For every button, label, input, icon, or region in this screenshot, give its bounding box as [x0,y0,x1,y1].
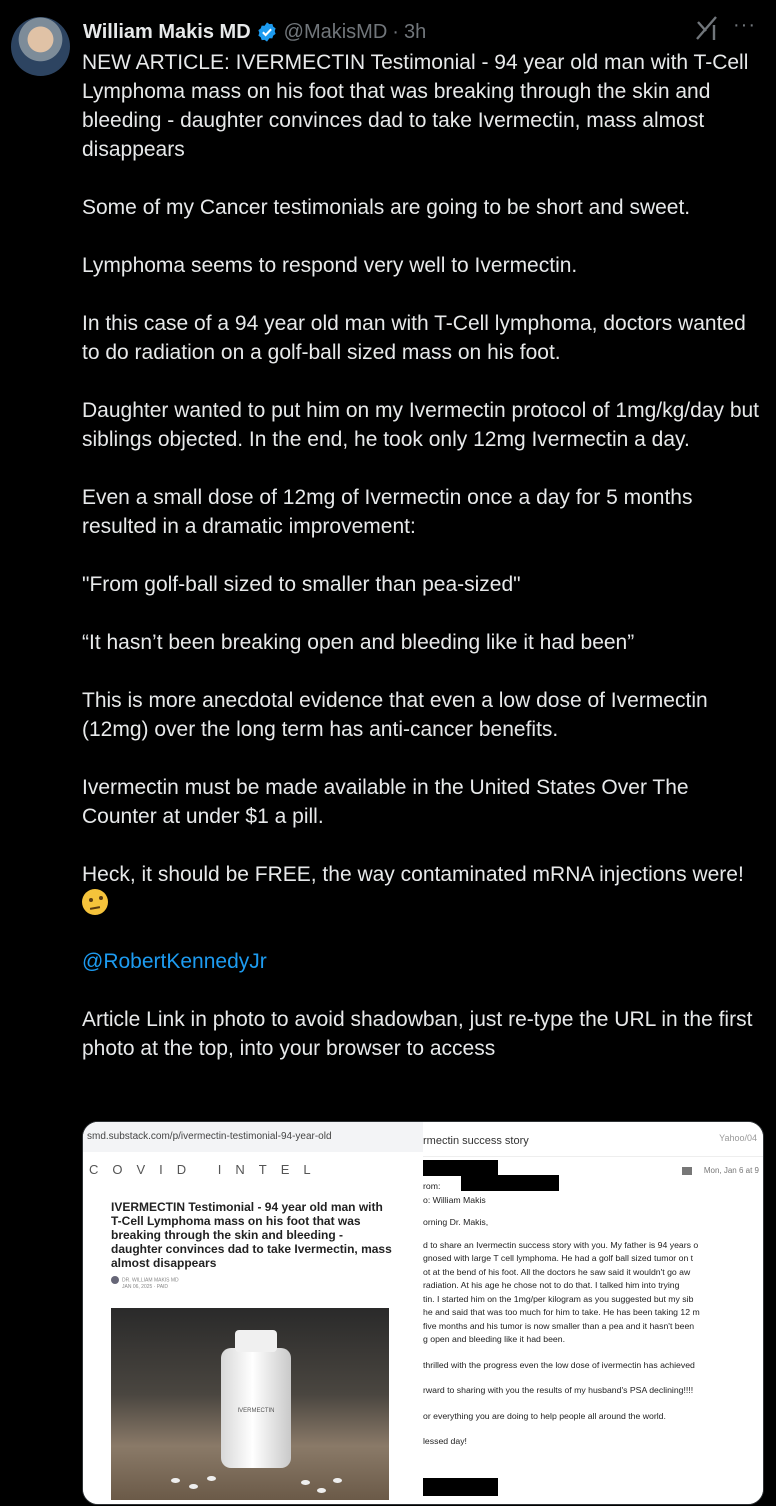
email-body [423,1180,763,1449]
browser-url: smd.substack.com/p/ivermectin-testimonial-94-year-old [83,1122,425,1152]
grok-icon[interactable] [694,15,720,41]
tweet-paragraph-last-line [82,860,768,918]
email-line [423,1423,763,1435]
tweet-header [83,17,426,47]
site-name: COVID INTEL [89,1161,325,1177]
tweet-media[interactable] [82,1121,764,1505]
tweet-paragraph: “It hasn’t been breaking open and bleeding like it had been” [82,631,635,654]
bottle-label: IVERMECTIN [237,1408,275,1414]
site-header [83,1158,421,1180]
email-line: rom: [423,1181,441,1191]
byline-date: JAN 06, 2025 · PAID [122,1284,169,1290]
mention-link[interactable]: @RobertKennedyJr [82,950,267,973]
tweet-paragraph: Daughter wanted to put him on my Ivermectin protocol of 1mg/kg/day but siblings objected. In the end, he took only 12mg Ivermectin a day. [82,399,760,451]
email-line: ot at the bend of his foot. All the doctors he saw said it wouldn't go aw [423,1266,691,1277]
email-line [423,1372,763,1384]
email-date-text: Mon, Jan 6 at 9 [703,1166,759,1175]
email-date [682,1166,759,1175]
email-line [423,1347,763,1359]
tweet-paragraph: Ivermectin must be made available in the United States Over The Counter at under $1 a pill. [82,776,689,828]
author-name[interactable]: William Makis MD [83,20,251,43]
email-line: or everything you are doing to help people all around the world. [423,1410,666,1421]
pill [333,1478,342,1483]
pill [301,1480,310,1485]
email-line: g open and bleeding like it had been. [423,1334,566,1344]
tweet-text [82,48,768,1092]
email-line: orning Dr. Makis, [423,1217,489,1227]
tweet-paragraph: Lymphoma seems to respond very well to Ivermectin. [82,254,578,277]
email-line: thrilled with the progress even the low dose of ivermectin has achieved [423,1359,695,1370]
email-line [423,1230,763,1239]
tweet-paragraph: In this case of a 94 year old man with T-Cell lymphoma, doctors wanted to do radiation on a golf-ball sized mass on his foot. [82,312,746,364]
separator-dot: · [392,20,399,43]
email-line: o: William Makis [423,1194,486,1205]
byline-author: DR. WILLIAM MAKIS MD [122,1277,179,1284]
verified-badge-icon [256,21,278,43]
email-line [423,1398,763,1410]
media-photo-article[interactable] [83,1122,421,1504]
tweet-paragraph: Heck, it should be FREE, the way contaminated mRNA injections were! [82,863,744,886]
pill [171,1478,180,1483]
article-hero-image [111,1308,389,1500]
redaction-bar [423,1478,498,1496]
tweet-paragraph: This is more anecdotal evidence that even a low dose of Ivermectin (12mg) over the long term has anti-cancer benefits. [82,689,708,741]
author-avatar-small [111,1276,119,1284]
email-line: gnosed with large T cell lymphoma. He had a golf ball sized tumor on t [423,1253,694,1263]
email-line: d to share an Ivermectin success story with you. My father is 94 years o [423,1239,699,1250]
pill-bottle [221,1348,291,1468]
article-byline [111,1276,179,1290]
author-handle[interactable]: @MakisMD [283,20,388,43]
email-header [423,1122,763,1157]
email-line: radiation. At his age he chose not to do that. I talked him into trying [423,1280,680,1290]
email-line: he and said that was too much for him to take. He has been taking 12 m [423,1307,700,1317]
print-icon[interactable] [682,1167,692,1175]
email-line: lessed day! [423,1436,467,1446]
tweet-paragraph: Some of my Cancer testimonials are going to be short and sweet. [82,196,691,219]
pill [207,1476,216,1481]
tweet-paragraph: Even a small dose of 12mg of Ivermectin once a day for 5 months resulted in a dramatic improvement: [82,486,693,538]
tweet-timestamp[interactable]: 3h [403,20,427,43]
email-line: rward to sharing with you the results of my husband's PSA declining!!!! [423,1385,694,1395]
media-photo-email[interactable] [423,1122,763,1504]
article-title: IVERMECTIN Testimonial - 94 year old man with T-Cell Lymphoma mass on his foot that was breaking through the skin and bleeding - daughter convinces dad to take Ivermectin, mass almost disappears [111,1200,392,1270]
email-subject: rmectin success story [423,1135,529,1147]
more-options-icon[interactable]: ··· [733,14,756,36]
tweet-paragraph: NEW ARTICLE: IVERMECTIN Testimonial - 94 year old man with T-Cell Lymphoma mass on his foot that was breaking through the skin and bleeding - daughter convinces dad to take Ivermectin, mass almost disappears [82,51,749,161]
email-line [423,1207,763,1216]
author-avatar[interactable] [11,17,70,76]
tweet-paragraph: Article Link in photo to avoid shadowban, just re-type the URL in the first photo at the top, into your browser to access [82,1008,753,1060]
tweet-paragraph: "From golf-ball sized to smaller than pea-sized" [82,573,521,596]
pill [189,1484,198,1489]
pill [317,1488,326,1493]
thinking-face-icon [82,889,108,915]
redaction-bar [423,1160,498,1176]
email-line: tin. I started him on the 1mg/per kilogram as you suggested but my sib [423,1293,694,1304]
email-mailbox: Yahoo/04 [719,1133,757,1143]
email-line: five months and his tumor is now smaller than a pea and it hasn't been [423,1320,695,1331]
